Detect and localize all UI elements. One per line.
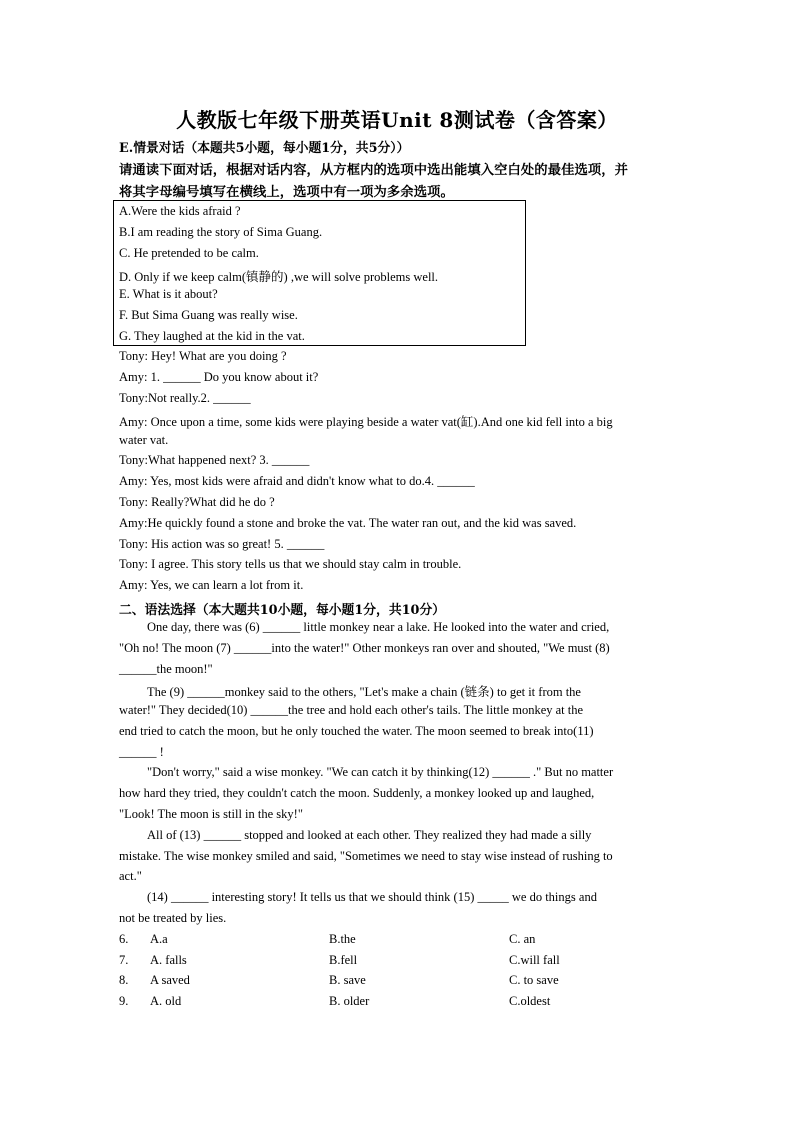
dialogue-line: Amy: Yes, most kids were afraid and didn't know what to do.4. ______ [119,474,475,488]
passage-line: "Look! The moon is still in the sky!" [119,807,303,821]
option-f: F. But Sima Guang was really wise. [119,308,298,322]
dialogue-line: Tony:Not really.2. ______ [119,391,251,405]
choice-b: B.the [329,932,356,946]
section-e-instruction-line-1: 请通读下面对话，根据对话内容，从方框内的选项中选出能填入空白处的最佳选项，并 [119,163,629,178]
dialogue-line: Tony:What happened next? 3. ______ [119,453,310,467]
passage-line: act." [119,869,142,883]
passage-line: end tried to catch the moon, but he only touched the water. The moon seemed to break into(11) [119,724,594,738]
option-e: E. What is it about? [119,287,218,301]
option-a: A.Were the kids afraid ? [119,204,241,218]
question-number: 6. [119,932,129,946]
passage-line: water!" They decided(10) ______the tree and hold each other's tails. The little monkey at the [119,703,584,717]
section-e-heading: E.情景对话（本题共5小题，每小题1分，共5分）） [119,141,410,156]
dialogue-line: Tony: Really?What did he do ? [119,495,275,509]
dialogue-line: Amy: Yes, we can learn a lot from it. [119,578,304,592]
choice-c: C.oldest [509,994,551,1008]
section-e-instruction-line-2: 将其字母编号填写在横线上，选项中有一项为多余选项。 [119,185,454,200]
option-d: D. Only if we keep calm(镇静的) ,we will solve problems well. [119,270,439,284]
choice-a: A saved [150,973,190,987]
dialogue-line: Amy: 1. ______ Do you know about it? [119,370,319,384]
passage-line: All of (13) ______ stopped and looked at each other. They realized they had made a silly [147,828,592,842]
dialogue-line: Tony: His action was so great! 5. ______ [119,537,325,551]
dialogue-line: Amy: Once upon a time, some kids were playing beside a water vat(缸).And one kid fell into a big [119,415,613,429]
passage-line: how hard they tried, they couldn't catch the moon. Suddenly, a monkey looked up and laughed, [119,786,595,800]
options-box [113,200,526,346]
choice-c: C. to save [509,973,559,987]
passage-line: not be treated by lies. [119,911,227,925]
choice-a: A. old [150,994,182,1008]
choice-b: B. save [329,973,366,987]
choice-b: B. older [329,994,370,1008]
dialogue-line: Tony: I agree. This story tells us that we should stay calm in trouble. [119,557,462,571]
passage-line: "Don't worry," said a wise monkey. "We can catch it by thinking(12) ______ ." But no matter [147,765,614,779]
option-g: G. They laughed at the kid in the vat. [119,329,305,343]
passage-line: "Oh no! The moon (7) ______into the water!" Other monkeys ran over and shouted, "We must (8) [119,641,610,655]
choice-c: C. an [509,932,536,946]
choice-a: A.a [150,932,168,946]
passage-line: One day, there was (6) ______ little monkey near a lake. He looked into the water and cried, [147,620,610,634]
choice-a: A. falls [150,953,187,967]
section-two-heading: 二、语法选择（本大题共10小题，每小题1分，共10分） [119,603,446,618]
passage-line: mistake. The wise monkey smiled and said, "Sometimes we need to stay wise instead of rushing to [119,849,613,863]
dialogue-line: Tony: Hey! What are you doing ? [119,349,287,363]
question-number: 8. [119,973,129,987]
passage-line: (14) ______ interesting story! It tells us that we should think (15) _____ we do things and [147,890,597,904]
passage-line: The (9) ______monkey said to the others, "Let's make a chain (链条) to get it from the [147,685,581,699]
passage-line: ______the moon!" [119,662,213,676]
passage-line: ______ ! [119,745,164,759]
page-title: 人教版七年级下册英语Unit 8测试卷（含答案） [176,108,618,132]
option-b: B.I am reading the story of Sima Guang. [119,225,323,239]
option-c: C. He pretended to be calm. [119,246,259,260]
choice-c: C.will fall [509,953,560,967]
dialogue-line: water vat. [119,433,169,447]
choice-b: B.fell [329,953,358,967]
question-number: 9. [119,994,129,1008]
question-number: 7. [119,953,129,967]
dialogue-line: Amy:He quickly found a stone and broke the vat. The water ran out, and the kid was saved. [119,516,577,530]
